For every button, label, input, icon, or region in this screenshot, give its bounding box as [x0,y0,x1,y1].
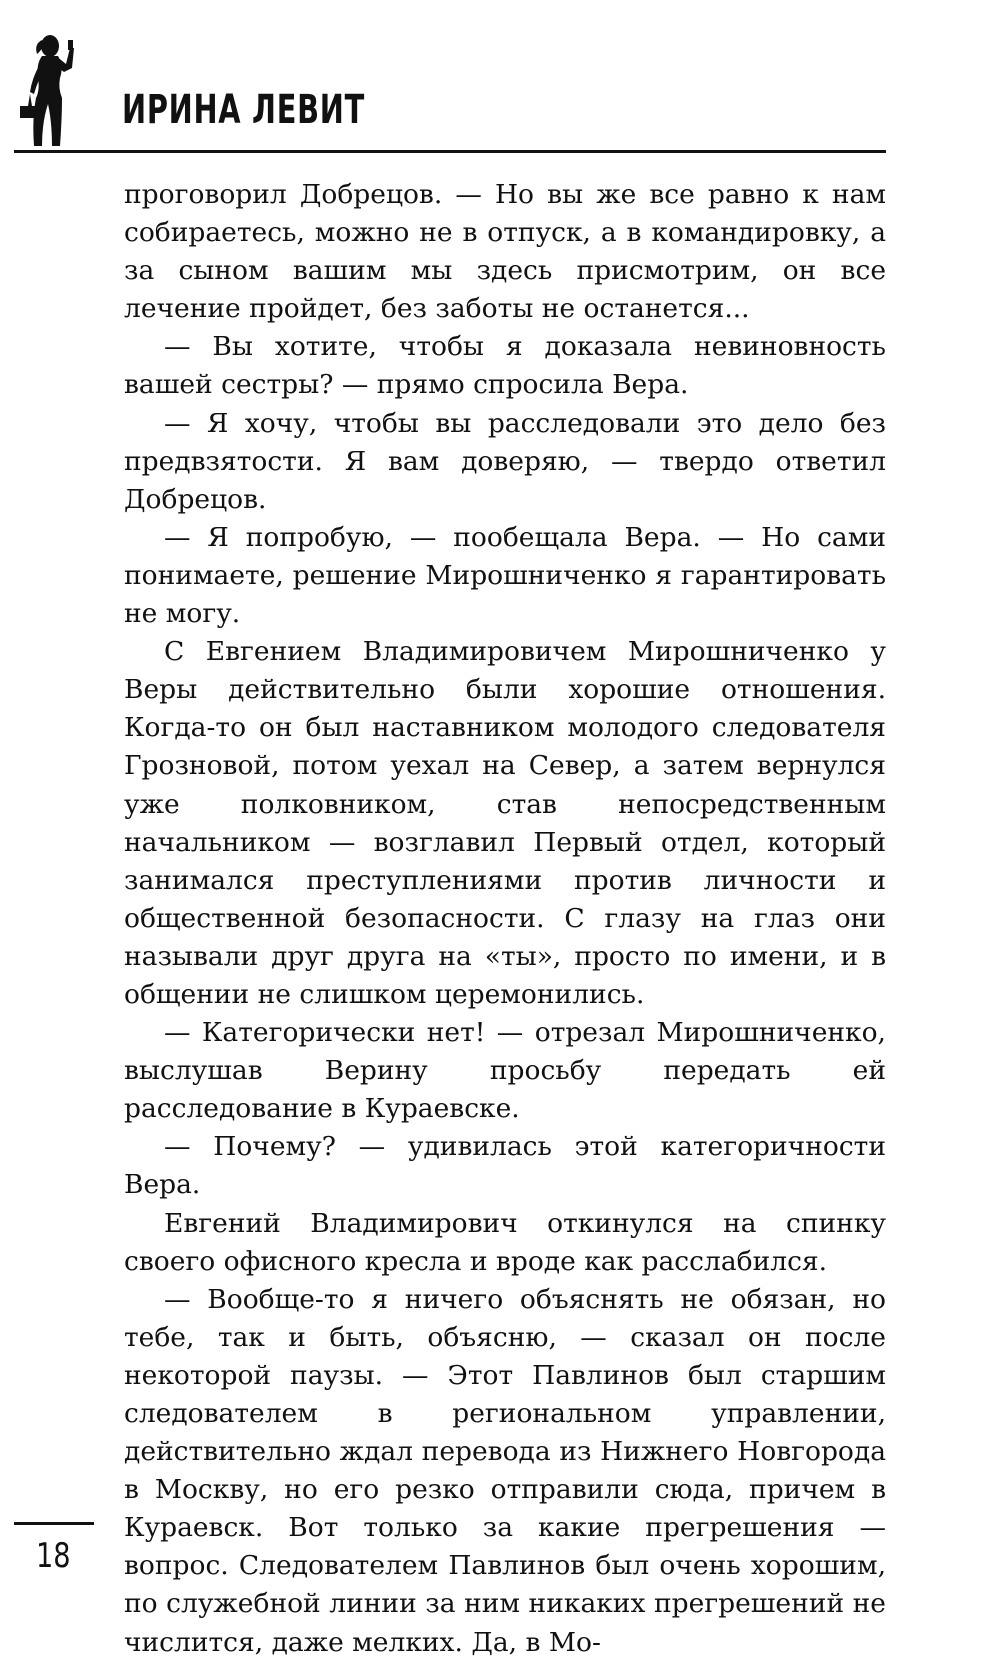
footer-divider [14,1522,94,1525]
author-name: ИРИНА ЛЕВИТ [122,87,365,133]
paragraph: Евгений Владимирович откинулся на спинку своего офисного кресла и вроде как расслабился. [124,1207,886,1277]
header-divider [14,150,886,153]
paragraph: — Я попробую, — пообещала Вера. — Но сами понимаете, решение Мирошниченко я гарантировать не могу. [124,521,886,630]
page-text [124,176,886,1662]
paragraph: С Евгением Владимировичем Мирошниченко у Веры действительно были хорошие отношения. Когда-то он был наставником молодого следователя Грозновой, потом уехал на Север, а затем вернулся уже полковником, став непосредственным начальником — возглавил Первый отдел, который занимался преступлениями против личности и общественной безопасности. С глазу на глаз они называли друг друга на «ты», просто по имени, и в общении не слишком церемонились. [124,636,886,1010]
paragraph: — Я хочу, чтобы вы расследовали это дело без предвзятости. Я вам доверяю, — твердо ответил Добрецов. [124,407,886,515]
woman-silhouette-icon [10,34,90,150]
paragraph: — Вообще-то я ничего объяснять не обязан, но тебе, так и быть, объясню, — сказал он после некоторой паузы. — Этот Павлинов был старшим следователем в региональном управлении, действительно ждал перевода из Нижнего Новгорода в Москву, но его резко отправили сюда, причем в Кураевск. Вот только за какие прегрешения — вопрос. Следователем Павлинов был очень хорошим, по служебной линии за ним никаких прегрешений не числится, даже мелких. Да, в Мо- [124,1283,886,1658]
paragraph: — Почему? — удивилась этой категоричности Вера. [124,1131,886,1201]
page-number: 18 [36,1536,71,1576]
page-header [0,0,1000,160]
paragraph: — Вы хотите, чтобы я доказала невиновность вашей сестры? — прямо спросила Вера. [124,331,886,401]
paragraph: — Категорически нет! — отрезал Мирошниченко, выслушав Верину просьбу передать ей расследование в Кураевске. [124,1017,886,1125]
paragraph: проговорил Добрецов. — Но вы же все равно к нам собираетесь, можно не в отпуск, а в командировку, а за сыном вашим мы здесь присмотрим, он все лечение пройдет, без заботы не останется... [124,179,886,325]
